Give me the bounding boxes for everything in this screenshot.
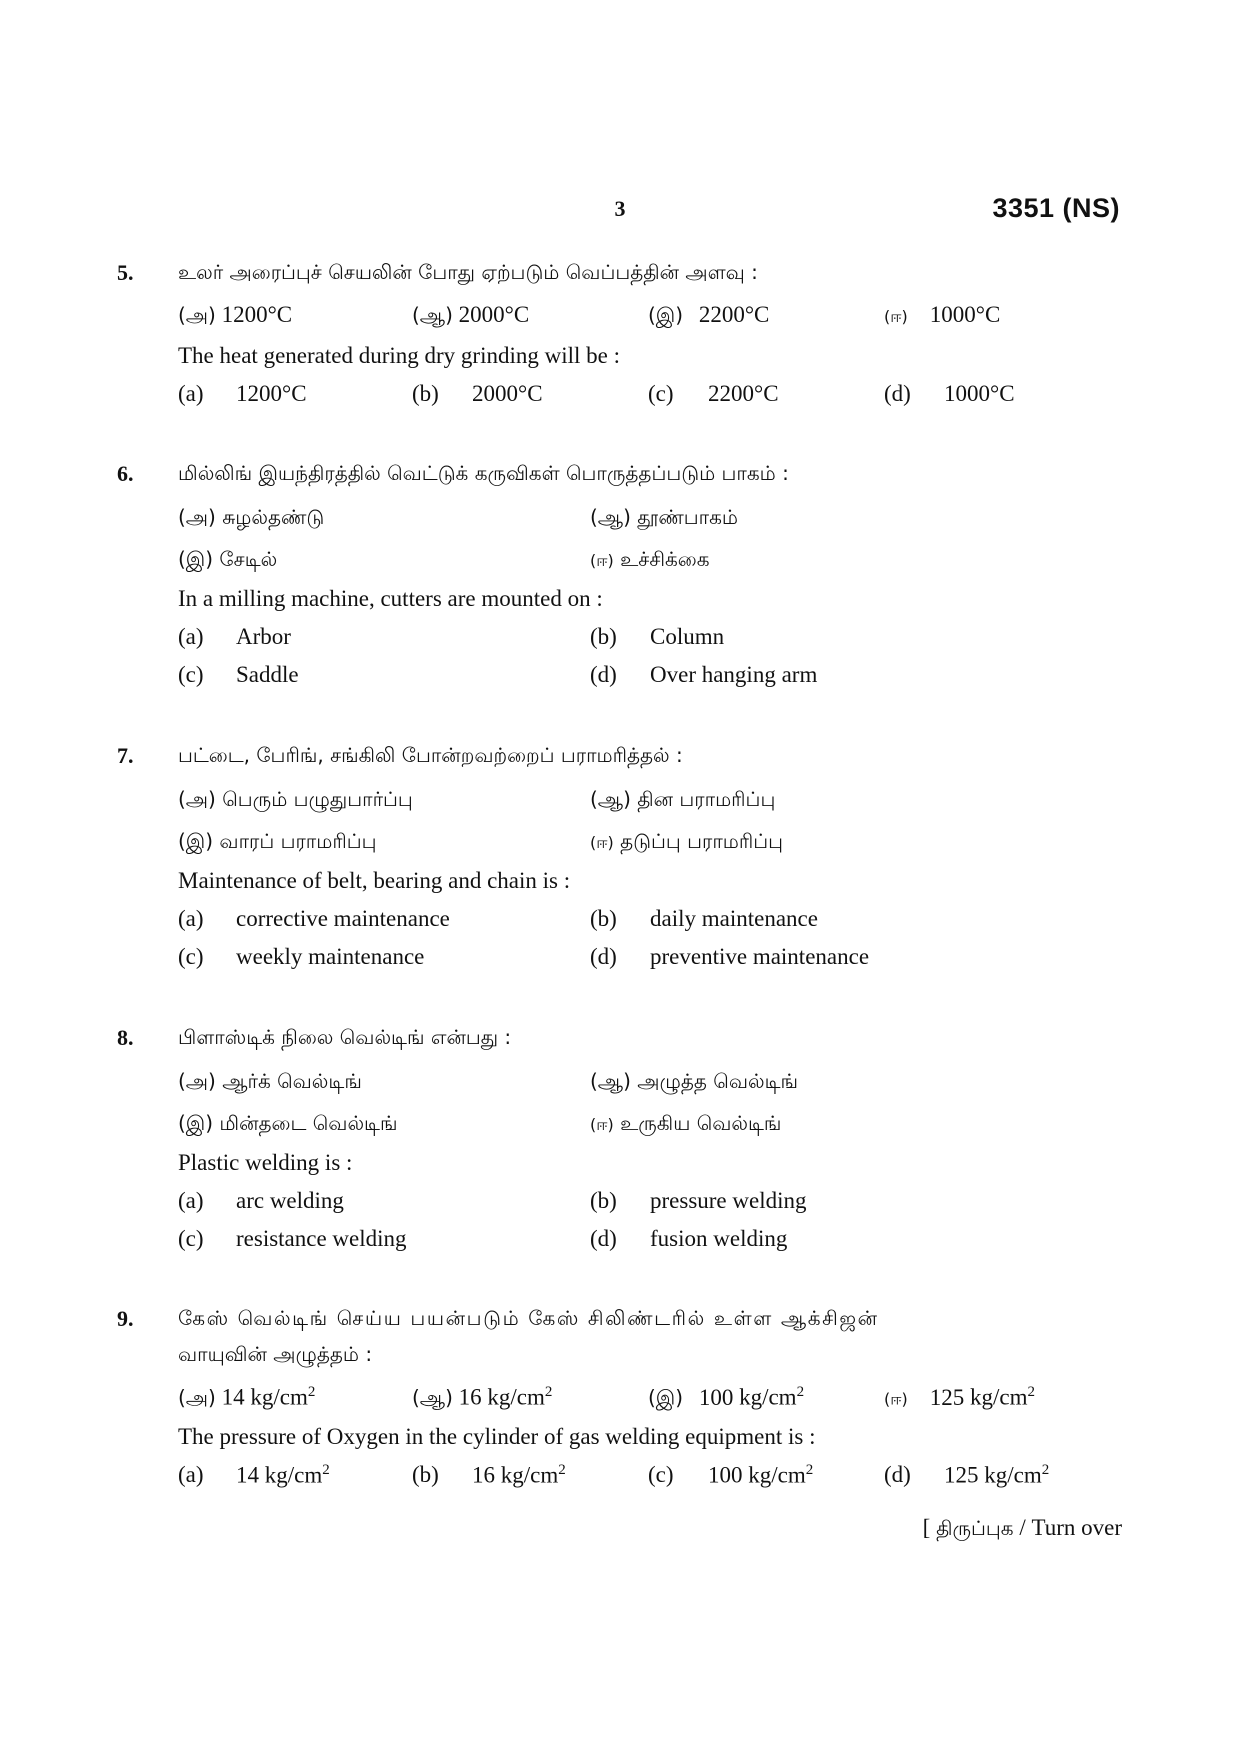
unit: kg/cm — [264, 1462, 323, 1488]
tamil-question-line1: கேஸ் வெல்டிங் செய்ய பயன்படும் கேஸ் சிலிண்டரில் உள்ள ஆக்சிஜன் — [178, 1306, 879, 1330]
unit: kg/cm — [487, 1384, 545, 1410]
tamil-option — [590, 787, 775, 814]
option-label: (ஆ) — [590, 505, 631, 529]
tamil-option — [590, 547, 710, 574]
tamil-question: உலர் அரைப்புச் செயலின் போது ஏற்படும் வெப்பத்தின் அளவு : — [178, 260, 758, 284]
tamil-option — [590, 1069, 798, 1096]
option-label: (a) — [178, 1188, 204, 1213]
option-label: (b) — [590, 624, 617, 649]
option-text: Arbor — [236, 624, 291, 649]
english-option — [708, 1462, 813, 1489]
tamil-option — [590, 1111, 781, 1138]
option-label: (b) — [412, 381, 439, 406]
option-text: சுழல்தண்டு — [222, 505, 325, 529]
tamil-option — [648, 302, 769, 330]
option-label: (d) — [590, 662, 617, 687]
option-text: corrective maintenance — [236, 906, 450, 931]
english-option — [944, 1462, 1049, 1489]
option-label: (அ) — [178, 303, 216, 327]
tamil-option — [178, 829, 377, 856]
option-label: (ஆ) — [412, 303, 453, 327]
option-text: தின பராமரிப்பு — [637, 787, 776, 811]
option-label: (ஆ) — [590, 1069, 631, 1093]
option-label: (அ) — [178, 505, 216, 529]
option-text: ஆர்க் வெல்டிங் — [222, 1069, 362, 1093]
english-option — [472, 1462, 566, 1489]
english-question: Plastic welding is : — [178, 1150, 353, 1175]
tamil-question: மில்லிங் இயந்திரத்தில் வெட்டுக் கருவிகள் பொருத்தப்படும் பாகம் : — [178, 461, 789, 485]
english-question: The pressure of Oxygen in the cylinder of gas welding equipment is : — [178, 1424, 816, 1449]
option-label: (d) — [884, 381, 911, 406]
option-label: (இ) — [178, 829, 214, 853]
option-text: பெரும் பழுதுபார்ப்பு — [222, 787, 413, 811]
unit: kg/cm — [970, 1384, 1028, 1410]
unit-exponent: 2 — [307, 1384, 316, 1400]
option-text: 16 — [472, 1462, 495, 1488]
option-label: (a) — [178, 1462, 204, 1487]
option-label: (ஆ) — [590, 787, 631, 811]
option-label: (a) — [178, 381, 204, 406]
unit-exponent: 2 — [805, 1462, 814, 1478]
option-label: (c) — [178, 944, 204, 969]
option-text: Column — [650, 624, 725, 649]
english-question: In a milling machine, cutters are mounted on : — [178, 586, 603, 611]
unit: kg/cm — [748, 1462, 806, 1488]
tamil-option — [178, 505, 324, 532]
unit-exponent: 2 — [796, 1384, 805, 1400]
english-question: The heat generated during dry grinding will be : — [178, 343, 620, 368]
option-label: (c) — [178, 662, 204, 687]
option-label: (ஈ) — [884, 1389, 908, 1409]
option-text: மின்தடை வெல்டிங் — [219, 1111, 398, 1135]
option-label: (ஆ) — [412, 1385, 453, 1410]
option-text: 125 — [944, 1462, 979, 1488]
option-label: (ஈ) — [590, 833, 614, 852]
option-text: Over hanging arm — [650, 662, 818, 687]
option-text: உச்சிக்கை — [620, 547, 710, 571]
option-text: fusion welding — [650, 1226, 788, 1251]
option-text: 1200°C — [236, 381, 307, 406]
unit: kg/cm — [984, 1462, 1042, 1488]
question-number: 9. — [117, 1306, 134, 1331]
tamil-option — [590, 505, 738, 532]
question-number: 6. — [117, 461, 134, 486]
english-question: Maintenance of belt, bearing and chain is : — [178, 868, 571, 893]
question-number: 5. — [117, 260, 134, 285]
tamil-option — [178, 787, 413, 814]
tamil-option — [178, 1069, 362, 1096]
tamil-question: பட்டை, பேரிங், சங்கிலி போன்றவற்றைப் பராமரித்தல் : — [178, 743, 683, 767]
page-number: 3 — [614, 196, 626, 221]
option-text: 100 — [698, 1384, 734, 1410]
option-text: தடுப்பு பராமரிப்பு — [620, 829, 784, 853]
unit-exponent: 2 — [1041, 1462, 1050, 1478]
option-text: 1200°C — [221, 302, 293, 327]
option-text: வாரப் பராமரிப்பு — [219, 829, 377, 853]
option-text: அழுத்த வெல்டிங் — [637, 1069, 799, 1093]
option-text: preventive maintenance — [650, 944, 870, 969]
option-text: 1000°C — [944, 381, 1015, 406]
option-text: 14 — [221, 1384, 245, 1410]
tamil-question-line2: வாயுவின் அழுத்தம் : — [178, 1342, 373, 1366]
tamil-option — [648, 1384, 804, 1413]
english-option — [236, 1462, 330, 1489]
option-text: சேடில் — [219, 547, 278, 571]
option-label: (c) — [648, 1462, 674, 1487]
option-label: (d) — [590, 1226, 617, 1251]
option-text: daily maintenance — [650, 906, 818, 931]
footer-separator: / — [1013, 1515, 1032, 1540]
option-label: (d) — [884, 1462, 911, 1487]
option-label: (c) — [648, 381, 674, 406]
option-label: (அ) — [178, 1385, 216, 1410]
tamil-option — [884, 302, 1000, 328]
footer-bracket: [ — [922, 1515, 931, 1540]
unit: kg/cm — [250, 1384, 308, 1410]
option-text: 2000°C — [458, 302, 530, 327]
option-label: (இ) — [178, 1111, 214, 1135]
option-text: உருகிய வெல்டிங் — [620, 1111, 782, 1135]
footer-tamil: திருப்புக — [936, 1516, 1014, 1540]
option-label: (இ) — [648, 1385, 684, 1410]
unit-exponent: 2 — [1027, 1384, 1036, 1400]
tamil-option — [412, 1384, 552, 1413]
option-text: 14 — [236, 1462, 259, 1488]
question-number: 7. — [117, 743, 134, 768]
option-text: 125 — [929, 1384, 965, 1410]
option-text: resistance welding — [236, 1226, 407, 1251]
tamil-option — [590, 829, 783, 856]
turn-over-footer — [923, 1515, 1122, 1543]
option-text: Saddle — [236, 662, 299, 687]
footer-english: Turn over — [1031, 1515, 1122, 1540]
paper-code: 3351 (NS) — [992, 193, 1120, 223]
option-text: தூண்பாகம் — [637, 505, 739, 529]
unit-exponent: 2 — [544, 1384, 553, 1400]
unit: kg/cm — [500, 1462, 559, 1488]
option-label: (ஈ) — [590, 551, 614, 570]
tamil-option — [178, 547, 277, 574]
option-text: weekly maintenance — [236, 944, 425, 969]
tamil-option — [884, 1384, 1035, 1411]
unit-exponent: 2 — [558, 1462, 566, 1478]
tamil-option — [178, 1111, 397, 1138]
tamil-option — [412, 302, 529, 330]
option-text: 2200°C — [708, 381, 779, 406]
option-text: arc welding — [236, 1188, 344, 1213]
question-number: 8. — [117, 1025, 134, 1050]
tamil-question: பிளாஸ்டிக் நிலை வெல்டிங் என்பது : — [178, 1025, 512, 1049]
unit: kg/cm — [739, 1384, 797, 1410]
option-label: (b) — [590, 1188, 617, 1213]
tamil-option — [178, 1384, 315, 1413]
option-label: (b) — [590, 906, 617, 931]
option-text: 100 — [708, 1462, 743, 1488]
option-label: (a) — [178, 624, 204, 649]
option-text: 2000°C — [472, 381, 543, 406]
option-label: (ஈ) — [884, 307, 908, 326]
option-text: 1000°C — [929, 302, 1001, 327]
option-label: (c) — [178, 1226, 204, 1251]
option-label: (அ) — [178, 787, 216, 811]
option-label: (இ) — [178, 547, 214, 571]
option-text: 16 — [458, 1384, 482, 1410]
option-label: (a) — [178, 906, 204, 931]
option-label: (அ) — [178, 1069, 216, 1093]
option-label: (b) — [412, 1462, 439, 1487]
option-text: pressure welding — [650, 1188, 807, 1213]
option-label: (ஈ) — [590, 1115, 614, 1134]
unit-exponent: 2 — [322, 1462, 330, 1478]
option-text: 2200°C — [698, 302, 770, 327]
option-label: (d) — [590, 944, 617, 969]
option-label: (இ) — [648, 303, 684, 327]
tamil-option — [178, 302, 292, 330]
